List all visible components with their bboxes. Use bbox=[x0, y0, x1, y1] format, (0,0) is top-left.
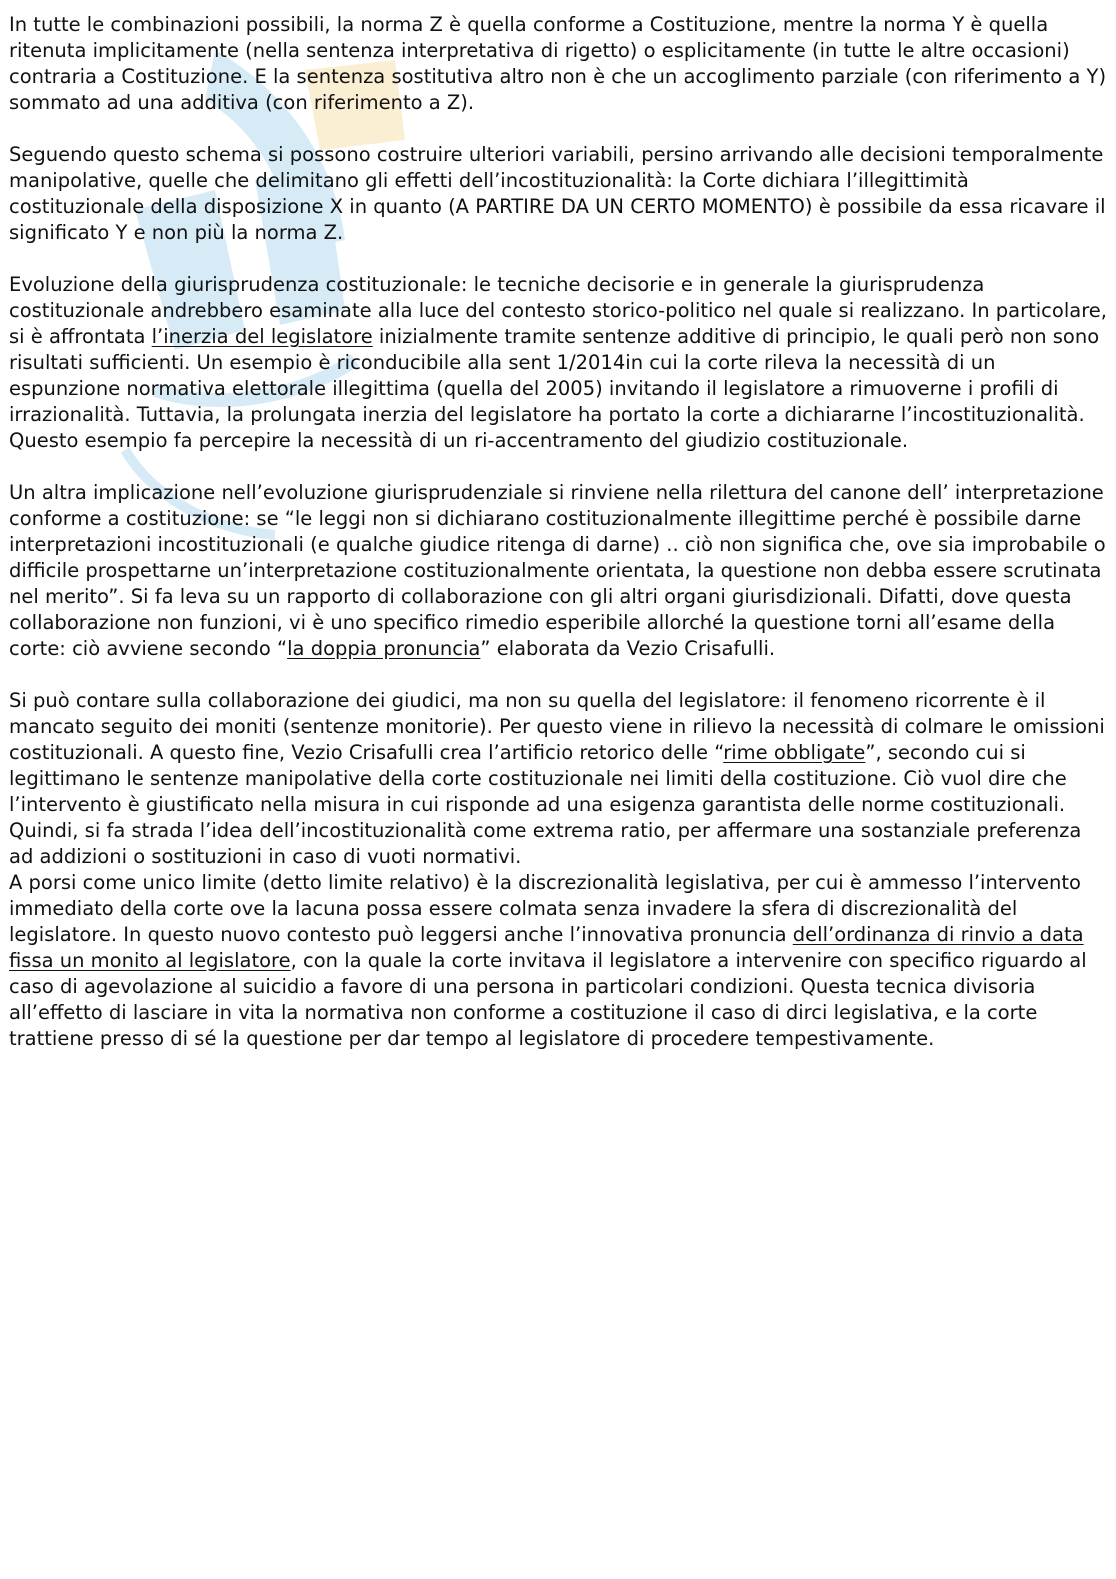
paragraph-2 bbox=[9, 142, 1107, 246]
paragraph-2-text: Seguendo questo schema si possono costruire ulteriori variabili, persino arrivando alle decisioni temporalmente manipolative, quelle che delimitano gli effetti dell’incostituzionalità: la Corte dichiara l’illegittimità costituzionale della disposizione X in quanto (A PARTIRE DA UN CERTO MOMENTO) è possibile da essa ricavare il significato Y e non più la norma Z. bbox=[9, 143, 1106, 244]
paragraph-3-text-after: inizialmente tramite sentenze additive di principio, le quali però non sono risultati sufficienti. Un esempio è riconducibile alla sent 1/2014in cui la corte rileva la necessità di un espunzione normativa elettorale illegittima (quella del 2005) invitando il legislatore a rimuoverne i profili di irrazionalità. Tuttavia, la prolungata inerzia del legislatore ha portato la corte a dichiararne l’incostituzionalità. Questo esempio fa percepire la necessità di un ri-accentramento del giudizio costituzionale. bbox=[9, 325, 1100, 452]
paragraph-6-text-after: , con la quale la corte invitava il legislatore a intervenire con specifico riguardo al caso di agevolazione al suicidio a favore di una persona in particolari condizioni. Questa tecnica divisoria all’effetto di lasciare in vita la normativa non conforme a costituzione il caso di dirci legislativa, e la corte trattiene presso di sé la questione per dar tempo al legislatore di procedere tempestivamente. bbox=[9, 949, 1087, 1050]
paragraph-1 bbox=[9, 12, 1107, 116]
paragraph-4-text-before: Un altra implicazione nell’evoluzione giurisprudenziale si rinviene nella rilettura del canone dell’ interpretazione conforme a costituzione: se “le leggi non si dichiarano costituzionalmente illegittime perché è possibile darne interpretazioni incostituzionali (e qualche giudice ritenga di darne) .. ciò non significa che, ove sia improbabile o difficile prospettarne un’interpretazione costituzionalmente orientata, la questione non debba essere scrutinata nel merito”. Si fa leva su un rapporto di collaborazione con gli altri organi giurisdizionali. Difatti, dove questa collaborazione non funzioni, vi è uno specifico rimedio esperibile allorché la questione torni all’esame della corte: ciò avviene secondo “ bbox=[9, 481, 1106, 660]
paragraph-6 bbox=[9, 870, 1107, 1052]
paragraph-5-text-after: ”, secondo cui si legittimano le sentenze manipolative della corte costituzionale nei limiti della costituzione. Ciò vuol dire che l’intervento è giustificato nella misura in cui risponde ad una esigenza garantista delle norme costituzionali. Quindi, si fa strada l’idea dell’incostituzionalità come extrema ratio, per affermare una sostanziale preferenza ad addizioni o sostituzioni in caso di vuoti normativi. bbox=[9, 741, 1082, 868]
paragraph-1-text: In tutte le combinazioni possibili, la norma Z è quella conforme a Costituzione, mentre la norma Y è quella ritenuta implicitamente (nella sentenza interpretativa di rigetto) o esplicitamente (in tutte le altre occasioni) contraria a Costituzione. E la sentenza sostitutiva altro non è che un accoglimento parziale (con riferimento a Y) sommato ad una additiva (con riferimento a Z). bbox=[9, 13, 1107, 114]
document-text bbox=[9, 12, 1107, 1078]
paragraph-6-text-before: A porsi come unico limite (detto limite relativo) è la discrezionalità legislativa, per cui è ammesso l’intervento immediato della corte ove la lacuna possa essere colmata senza invadere la sfera di discrezionalità del legislatore. In questo nuovo contesto può leggersi anche l’innovativa pronuncia bbox=[9, 871, 1081, 946]
paragraph-5 bbox=[9, 688, 1107, 870]
paragraph-4 bbox=[9, 480, 1107, 662]
underlined-phrase-doppia-pronuncia: la doppia pronuncia bbox=[287, 637, 481, 660]
underlined-phrase-rime-obbligate: rime obbligate bbox=[723, 741, 866, 764]
underlined-phrase-inerzia: l’inerzia del legislatore bbox=[151, 325, 373, 348]
paragraph-5-text-before: Si può contare sulla collaborazione dei giudici, ma non su quella del legislatore: il fenomeno ricorrente è il mancato seguito dei moniti (sentenze monitorie). Per questo viene in rilievo la necessità di colmare le omissioni costituzionali. A questo fine, Vezio Crisafulli crea l’artificio retorico delle “ bbox=[9, 689, 1105, 764]
paragraph-3-text-before: Evoluzione della giurisprudenza costituzionale: le tecniche decisorie e in generale la giurisprudenza costituzionale andrebbero esaminate alla luce del contesto storico-politico nel quale si realizzano. In particolare, si è affrontata bbox=[9, 273, 1107, 348]
paragraph-4-text-after: ” elaborata da Vezio Crisafulli. bbox=[480, 637, 776, 660]
paragraph-3 bbox=[9, 272, 1107, 454]
underlined-phrase-ordinanza: dell’ordinanza di rinvio a data fissa un monito al legislatore bbox=[9, 923, 1084, 972]
